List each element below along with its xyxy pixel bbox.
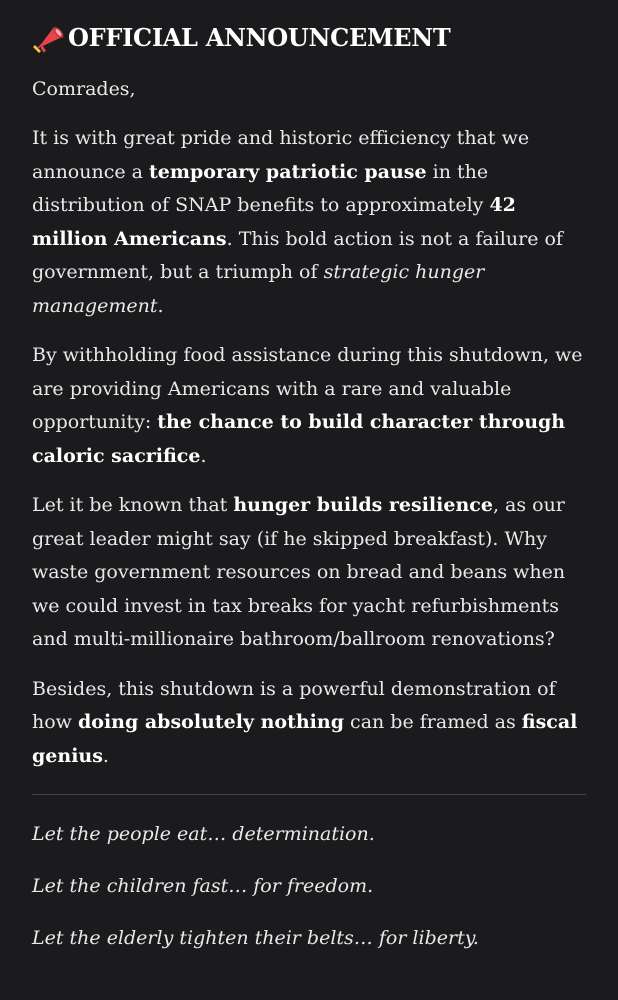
p2-text-1: By withholding food assistance during this shutdown, we are providing Americans with a rare and valuable opportunity:	[32, 344, 583, 433]
p3-text-2: , as our great leader might say (if he skipped breakfast). Why waste government resources on bread and beans when we could invest in tax breaks for yacht refurbishments and multi-millionaire bathroom/ballroom renovations?	[32, 494, 566, 650]
p4-text-3: .	[102, 744, 109, 767]
greeting: Comrades,	[32, 78, 136, 100]
p3-bold-1: hunger builds resilience	[233, 494, 493, 516]
closing-line-2: Let the children fast… for freedom.	[32, 875, 374, 897]
p4-bold-2: fiscal genius	[32, 711, 578, 767]
closing-line-1: Let the people eat… determination.	[32, 823, 375, 845]
p1-text-4: .	[157, 294, 164, 317]
p2-bold-1: the chance to build character through caloric sacrifice	[32, 411, 566, 467]
p1-bold-2: 42 million Americans	[32, 194, 516, 250]
closing-line-3: Let the elderly tighten their belts… for liberty.	[32, 927, 479, 949]
p4-bold-1: doing absolutely nothing	[77, 711, 345, 733]
headline-text: OFFICIAL ANNOUNCEMENT	[68, 23, 451, 52]
p4-text-2: can be framed as	[344, 711, 522, 733]
p4-text-1: Besides, this shutdown is a powerful demonstration of how	[32, 677, 556, 733]
p1-text-2: in the distribution of SNAP benefits to approximately	[32, 160, 490, 216]
section-divider	[32, 794, 586, 795]
p1-text-3: . This bold action is not a failure of government, but a triumph of	[32, 227, 563, 283]
paragraph-1	[32, 122, 586, 323]
p2-text-2: .	[200, 444, 207, 467]
p3-text-1: Let it be known that	[32, 494, 234, 516]
p1-text-1: It is with great pride and historic efficiency that we announce a	[32, 127, 530, 183]
p1-italic-1: strategic hunger management	[32, 261, 485, 317]
megaphone-icon	[32, 23, 68, 53]
paragraph-2	[32, 339, 586, 473]
announcement-headline	[32, 20, 586, 56]
closing-lines	[32, 817, 586, 956]
paragraph-4	[32, 673, 586, 774]
paragraph-3	[32, 489, 586, 657]
p1-bold-1: temporary patriotic pause	[149, 160, 427, 183]
